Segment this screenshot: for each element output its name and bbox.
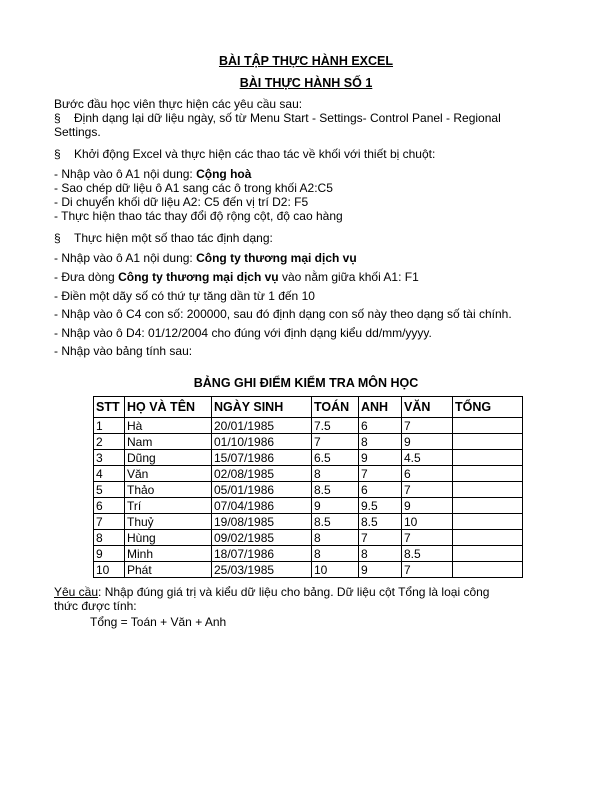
cell-total bbox=[453, 450, 523, 466]
table-row bbox=[94, 418, 523, 434]
requirement-text: : Nhập đúng giá trị và kiểu dữ liệu cho bảng. Dữ liệu cột Tổng là loại công bbox=[98, 585, 490, 599]
cell-total bbox=[453, 482, 523, 498]
item-bold-text: Công ty thương mại dịch vụ bbox=[118, 270, 279, 284]
cell-stt: 1 bbox=[94, 418, 125, 434]
section-2-item-1 bbox=[54, 167, 251, 181]
cell-literature: 4.5 bbox=[402, 450, 453, 466]
table-row bbox=[94, 434, 523, 450]
cell-birthdate: 25/03/1985 bbox=[212, 562, 312, 578]
cell-total bbox=[453, 530, 523, 546]
table-row bbox=[94, 530, 523, 546]
cell-name: Trí bbox=[125, 498, 212, 514]
cell-literature: 7 bbox=[402, 530, 453, 546]
item-text: - Đưa dòng bbox=[54, 270, 119, 284]
cell-total bbox=[453, 514, 523, 530]
cell-name: Dũng bbox=[125, 450, 212, 466]
cell-name: Nam bbox=[125, 434, 212, 450]
cell-name: Minh bbox=[125, 546, 212, 562]
cell-math: 8 bbox=[312, 530, 359, 546]
section-3-item-5: - Nhập vào ô D4: 01/12/2004 cho đúng với định dạng kiểu dd/mm/yyyy. bbox=[54, 326, 432, 340]
header-stt: STT bbox=[94, 397, 125, 418]
cell-math: 10 bbox=[312, 562, 359, 578]
cell-total bbox=[453, 418, 523, 434]
cell-literature: 9 bbox=[402, 434, 453, 450]
cell-math: 7.5 bbox=[312, 418, 359, 434]
cell-english: 9 bbox=[359, 450, 402, 466]
section-2-item-3: - Di chuyển khối dữ liệu A2: C5 đến vị trí D2: F5 bbox=[54, 195, 309, 209]
header-name: HỌ VÀ TÊN bbox=[125, 397, 212, 418]
table-row bbox=[94, 482, 523, 498]
cell-stt: 9 bbox=[94, 546, 125, 562]
cell-total bbox=[453, 562, 523, 578]
item-text: - Nhập vào ô A1 nội dung: bbox=[54, 167, 197, 181]
table-row bbox=[94, 562, 523, 578]
requirement-line-2: thức được tính: bbox=[54, 599, 137, 613]
cell-english: 7 bbox=[359, 466, 402, 482]
cell-birthdate: 05/01/1986 bbox=[212, 482, 312, 498]
cell-math: 8.5 bbox=[312, 482, 359, 498]
cell-total bbox=[453, 466, 523, 482]
cell-literature: 8.5 bbox=[402, 546, 453, 562]
cell-birthdate: 18/07/1986 bbox=[212, 546, 312, 562]
item-bold-text: Công ty thương mại dịch vụ bbox=[196, 251, 357, 265]
cell-stt: 2 bbox=[94, 434, 125, 450]
section-bullet: § bbox=[54, 147, 61, 161]
requirement-line-1 bbox=[54, 585, 489, 599]
section-3-heading bbox=[54, 231, 273, 245]
section-3-item-2 bbox=[54, 270, 419, 284]
cell-stt: 7 bbox=[94, 514, 125, 530]
cell-stt: 8 bbox=[94, 530, 125, 546]
table-header-row bbox=[94, 397, 523, 418]
cell-literature: 9 bbox=[402, 498, 453, 514]
item-text: - Nhập vào ô A1 nội dung: bbox=[54, 251, 197, 265]
section-2-text: Khởi động Excel và thực hiện các thao tác về khối với thiết bị chuột: bbox=[74, 147, 436, 161]
cell-math: 8 bbox=[312, 546, 359, 562]
cell-birthdate: 01/10/1986 bbox=[212, 434, 312, 450]
cell-math: 8.5 bbox=[312, 514, 359, 530]
section-2-heading bbox=[54, 147, 435, 161]
cell-stt: 10 bbox=[94, 562, 125, 578]
header-english: ANH bbox=[359, 397, 402, 418]
table-row bbox=[94, 514, 523, 530]
cell-english: 8 bbox=[359, 546, 402, 562]
cell-literature: 7 bbox=[402, 482, 453, 498]
cell-english: 9 bbox=[359, 562, 402, 578]
cell-english: 9.5 bbox=[359, 498, 402, 514]
cell-math: 8 bbox=[312, 466, 359, 482]
section-3-text: Thực hiện một số thao tác định dạng: bbox=[74, 231, 273, 245]
section-3-item-1 bbox=[54, 251, 357, 265]
section-1-line-2: Settings. bbox=[54, 125, 101, 139]
cell-stt: 4 bbox=[94, 466, 125, 482]
header-math: TOÁN bbox=[312, 397, 359, 418]
header-total: TỔNG bbox=[453, 397, 523, 418]
table-row bbox=[94, 498, 523, 514]
cell-math: 6.5 bbox=[312, 450, 359, 466]
cell-total bbox=[453, 434, 523, 450]
cell-name: Thảo bbox=[125, 482, 212, 498]
section-3-item-4: - Nhập vào ô C4 con số: 200000, sau đó định dạng con số này theo dạng số tài chính. bbox=[54, 307, 512, 321]
table-row bbox=[94, 466, 523, 482]
cell-birthdate: 07/04/1986 bbox=[212, 498, 312, 514]
cell-name: Thuỷ bbox=[125, 514, 212, 530]
section-3-item-3: - Điền một dãy số có thứ tự tăng dần từ 1 đến 10 bbox=[54, 289, 315, 303]
section-3-item-6: - Nhập vào bảng tính sau: bbox=[54, 344, 193, 358]
cell-english: 7 bbox=[359, 530, 402, 546]
cell-total bbox=[453, 498, 523, 514]
item-bold-text: Cộng hoà bbox=[196, 167, 252, 181]
cell-english: 8.5 bbox=[359, 514, 402, 530]
cell-literature: 6 bbox=[402, 466, 453, 482]
cell-math: 9 bbox=[312, 498, 359, 514]
table-row bbox=[94, 450, 523, 466]
cell-literature: 7 bbox=[402, 562, 453, 578]
cell-literature: 10 bbox=[402, 514, 453, 530]
table-title: BẢNG GHI ĐIỂM KIỂM TRA MÔN HỌC bbox=[193, 376, 419, 390]
cell-stt: 6 bbox=[94, 498, 125, 514]
cell-total bbox=[453, 546, 523, 562]
section-bullet: § bbox=[54, 231, 61, 245]
cell-stt: 5 bbox=[94, 482, 125, 498]
cell-english: 6 bbox=[359, 482, 402, 498]
document-title: BÀI TẬP THỰC HÀNH EXCEL bbox=[218, 54, 394, 68]
table-row bbox=[94, 546, 523, 562]
cell-birthdate: 15/07/1986 bbox=[212, 450, 312, 466]
exercise-subtitle: BÀI THỰC HÀNH SỐ 1 bbox=[239, 76, 373, 90]
formula: Tổng = Toán + Văn + Anh bbox=[90, 615, 227, 629]
cell-math: 7 bbox=[312, 434, 359, 450]
requirement-label: Yêu cầu bbox=[54, 585, 99, 599]
section-bullet: § bbox=[54, 111, 61, 125]
cell-birthdate: 09/02/1985 bbox=[212, 530, 312, 546]
section-1-line-1 bbox=[54, 111, 501, 125]
section-2-item-2: - Sao chép dữ liệu ô A1 sang các ô trong khối A2:C5 bbox=[54, 181, 333, 195]
cell-english: 8 bbox=[359, 434, 402, 450]
cell-literature: 7 bbox=[402, 418, 453, 434]
cell-english: 6 bbox=[359, 418, 402, 434]
cell-birthdate: 19/08/1985 bbox=[212, 514, 312, 530]
item-text: vào nằm giữa khối A1: F1 bbox=[278, 270, 419, 284]
cell-name: Hùng bbox=[125, 530, 212, 546]
cell-birthdate: 02/08/1985 bbox=[212, 466, 312, 482]
cell-name: Phát bbox=[125, 562, 212, 578]
section-2-item-4: - Thực hiện thao tác thay đổi độ rộng cột, độ cao hàng bbox=[54, 209, 343, 223]
cell-name: Văn bbox=[125, 466, 212, 482]
section-1-text: Định dạng lại dữ liệu ngày, số từ Menu Start - Settings- Control Panel - Regional bbox=[74, 111, 501, 125]
cell-stt: 3 bbox=[94, 450, 125, 466]
header-birthdate: NGÀY SINH bbox=[212, 397, 312, 418]
cell-name: Hà bbox=[125, 418, 212, 434]
header-literature: VĂN bbox=[402, 397, 453, 418]
intro-text: Bước đầu học viên thực hiện các yêu cầu sau: bbox=[54, 97, 303, 111]
score-table bbox=[93, 396, 523, 578]
cell-birthdate: 20/01/1985 bbox=[212, 418, 312, 434]
